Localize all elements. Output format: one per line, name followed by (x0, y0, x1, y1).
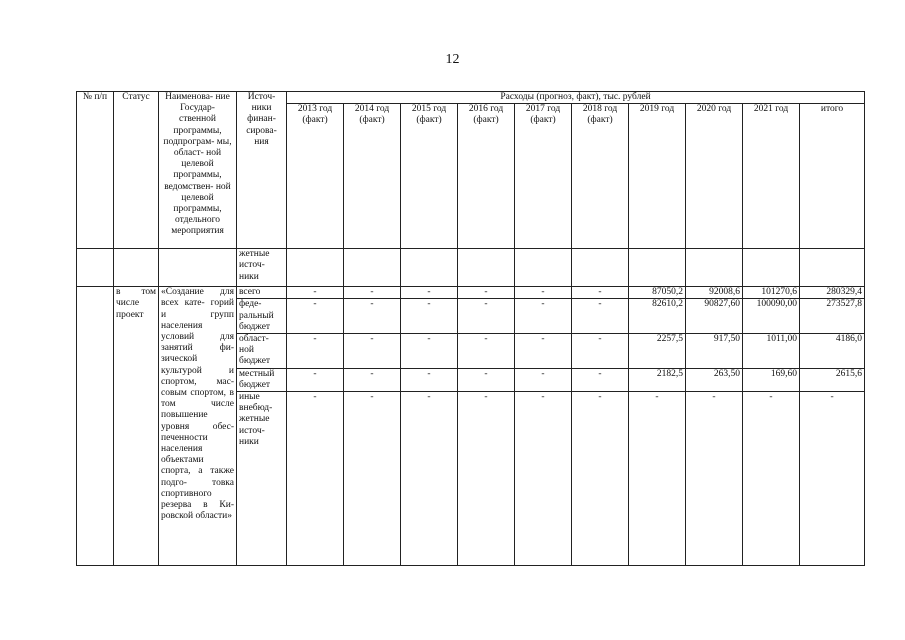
table-cell (159, 249, 237, 287)
row-source: област- ной бюджет (237, 334, 287, 369)
table-cell (572, 249, 629, 287)
value-cell: - (287, 368, 344, 391)
table-cell (800, 249, 865, 287)
page-number: 12 (445, 52, 460, 67)
row-source: феде- ральный бюджет (237, 299, 287, 334)
header-year: 2017 год (факт) (515, 104, 572, 249)
value-cell: 87050,2 (629, 287, 686, 299)
value-cell: - (458, 368, 515, 391)
value-cell: - (287, 392, 344, 566)
row-source: местный бюджет (237, 368, 287, 391)
header-year: 2013 год (факт) (287, 104, 344, 249)
value-cell: - (344, 334, 401, 369)
table-cell (686, 249, 743, 287)
header-number: № п/п (77, 92, 114, 249)
value-cell: - (743, 392, 800, 566)
value-cell: - (401, 368, 458, 391)
value-cell: 280329,4 (800, 287, 865, 299)
value-cell: - (800, 392, 865, 566)
header-row (77, 92, 865, 104)
header-year: 2015 год (факт) (401, 104, 458, 249)
value-cell: - (401, 392, 458, 566)
value-cell: - (344, 392, 401, 566)
value-cell: - (515, 299, 572, 334)
value-cell: - (572, 392, 629, 566)
header-year: 2018 год (факт) (572, 104, 629, 249)
continuation-source: жетные источ- ники (237, 249, 287, 287)
table-cell (629, 249, 686, 287)
value-cell: 4186,0 (800, 334, 865, 369)
value-cell: - (515, 392, 572, 566)
value-cell: - (572, 299, 629, 334)
budget-table (76, 91, 865, 566)
table-row (77, 287, 865, 299)
header-name: Наименова- ние Государ- ственной программы, подпрограм- мы, област- ной целевой программы, ведомствен- ной целевой программы, отдельного мероприятия (159, 92, 237, 249)
table-cell (287, 249, 344, 287)
value-cell: - (344, 299, 401, 334)
value-cell: 2182,5 (629, 368, 686, 391)
value-cell: - (287, 299, 344, 334)
section-status: в том числе проект (114, 287, 159, 566)
value-cell: - (572, 334, 629, 369)
value-cell: 101270,6 (743, 287, 800, 299)
value-cell: - (344, 368, 401, 391)
value-cell: - (401, 334, 458, 369)
value-cell: - (515, 368, 572, 391)
row-source: всего (237, 287, 287, 299)
section-name: «Создание для всех кате- горий и групп населения условий для занятий фи- зической культурой и спортом, мас- совым спортом, в том числе повышение уровня обес- печенности населения объектами спорта, а также подго- товка спортивного резерва в Ки- ровской области» (159, 287, 237, 566)
table-cell (515, 249, 572, 287)
header-source: Источ- ники финан- сирова- ния (237, 92, 287, 249)
header-year: 2016 год (факт) (458, 104, 515, 249)
table-cell (344, 249, 401, 287)
header-year: 2014 год (факт) (344, 104, 401, 249)
value-cell: 90827,60 (686, 299, 743, 334)
value-cell: - (458, 287, 515, 299)
value-cell: - (287, 334, 344, 369)
value-cell: - (572, 287, 629, 299)
value-cell: - (458, 334, 515, 369)
value-cell: - (401, 287, 458, 299)
header-year: 2020 год (686, 104, 743, 249)
value-cell: 273527,8 (800, 299, 865, 334)
row-source: иные внебюд- жетные источ- ники (237, 392, 287, 566)
header-expenses: Расходы (прогноз, факт), тыс. рублей (287, 92, 865, 104)
value-cell: - (629, 392, 686, 566)
value-cell: 1011,00 (743, 334, 800, 369)
section-number (77, 287, 114, 566)
value-cell: 2615,6 (800, 368, 865, 391)
value-cell: - (458, 392, 515, 566)
value-cell: 917,50 (686, 334, 743, 369)
value-cell: - (401, 299, 458, 334)
value-cell: - (344, 287, 401, 299)
continuation-row (77, 249, 865, 287)
table-cell (401, 249, 458, 287)
value-cell: 263,50 (686, 368, 743, 391)
value-cell: 169,60 (743, 368, 800, 391)
table-cell (114, 249, 159, 287)
header-status: Статус (114, 92, 159, 249)
value-cell: - (515, 334, 572, 369)
value-cell: - (686, 392, 743, 566)
table-cell (77, 249, 114, 287)
header-total: итого (800, 104, 865, 249)
value-cell: 100090,00 (743, 299, 800, 334)
value-cell: - (458, 299, 515, 334)
value-cell: 82610,2 (629, 299, 686, 334)
table-cell (458, 249, 515, 287)
value-cell: - (287, 287, 344, 299)
table-cell (743, 249, 800, 287)
header-year: 2019 год (629, 104, 686, 249)
value-cell: - (515, 287, 572, 299)
header-year: 2021 год (743, 104, 800, 249)
value-cell: - (572, 368, 629, 391)
value-cell: 2257,5 (629, 334, 686, 369)
value-cell: 92008,6 (686, 287, 743, 299)
